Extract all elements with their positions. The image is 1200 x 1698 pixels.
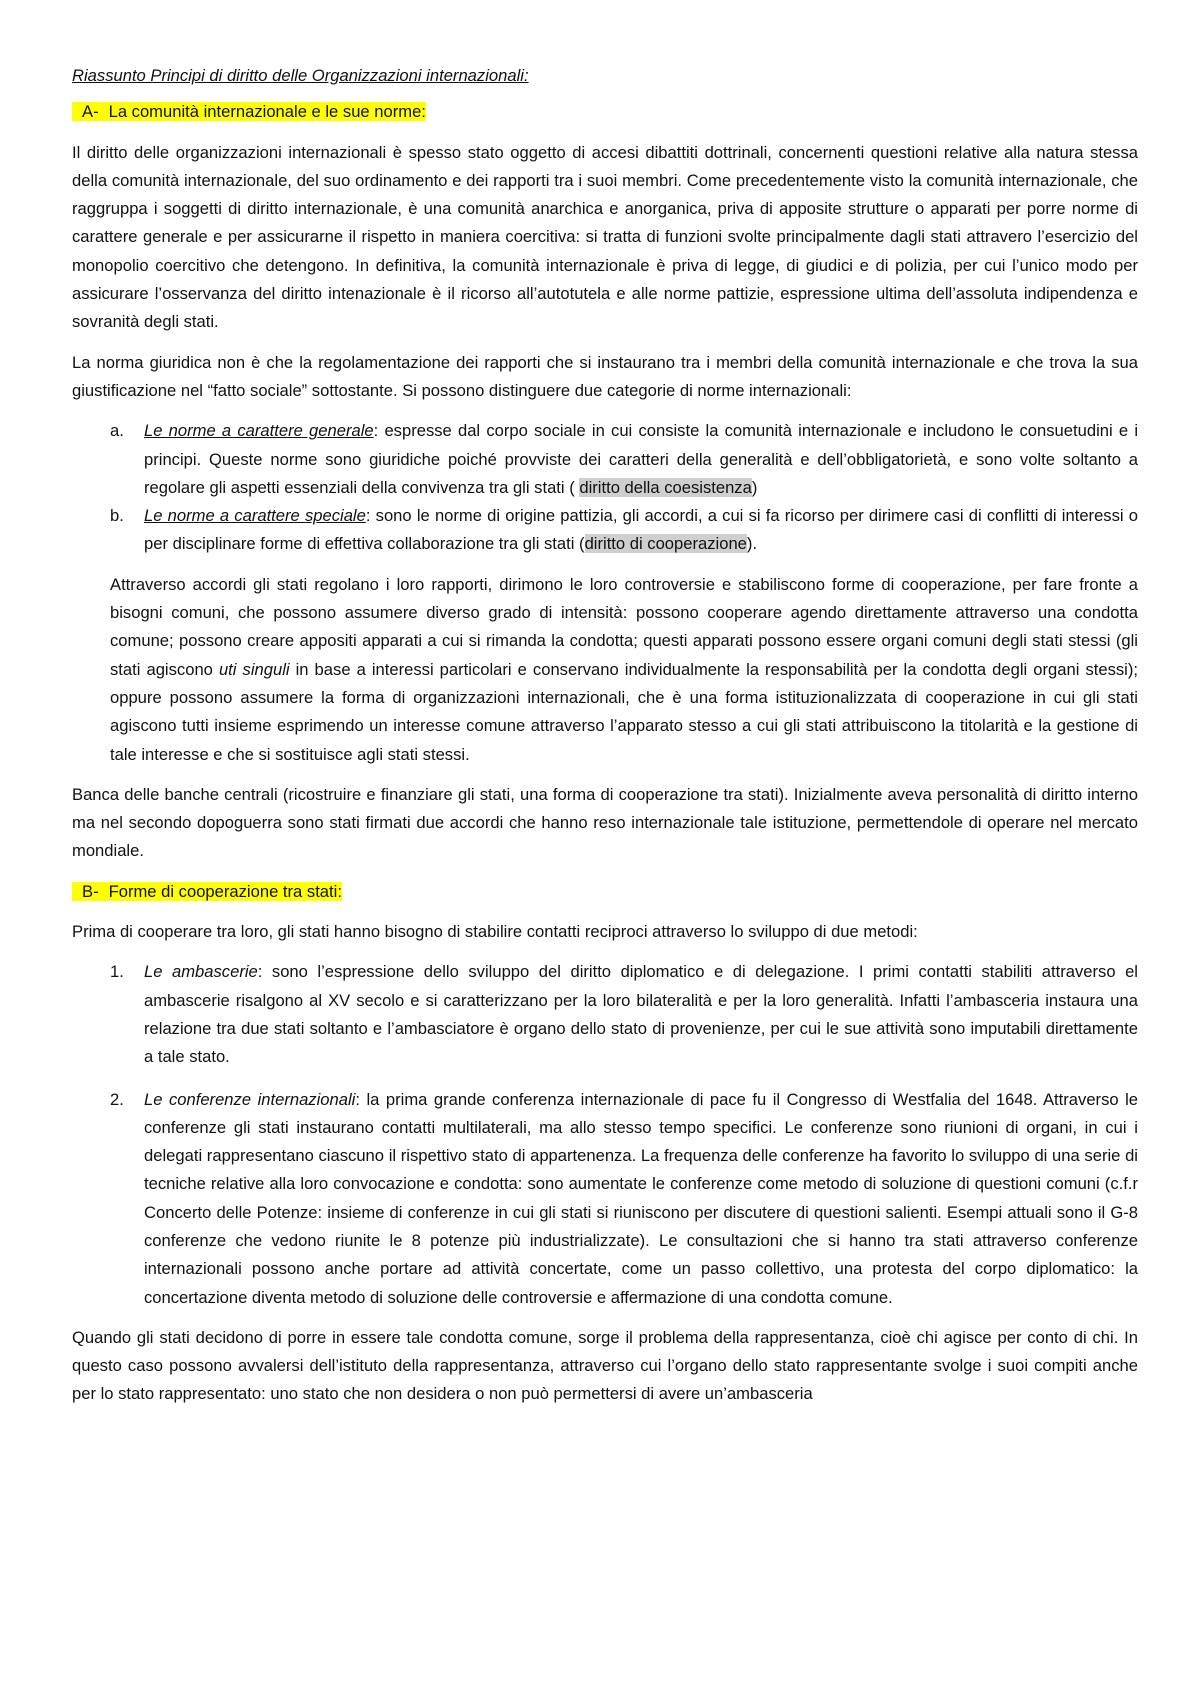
list-item-tail: ).: [746, 534, 758, 554]
section-b-heading-highlight: [72, 882, 342, 901]
highlighted-text: diritto della coesistenza: [579, 477, 752, 497]
italic-term: uti singuli: [218, 659, 290, 679]
list-item-tail: ): [751, 477, 758, 497]
section-a-letter: A-: [82, 102, 99, 122]
list-marker: b.: [110, 506, 124, 526]
list-item: [72, 1086, 1138, 1312]
list-item: [72, 958, 1138, 1071]
list-item-text: : sono l’espressione dello sviluppo del diritto diplomatico e di delegazione. I primi contatti stabiliti attraverso el ambascerie risalgono al XV secolo e si caratterizzano per la loro bilateralità e per la loro generalità. Infatti l’ambasceria instaura una relazione tra due stati soltanto e l’ambasciatore è organo dello stato di provenienze, per cui le sue attività sono imputabili direttamente a tale stato.: [144, 962, 1138, 1067]
highlighted-text: diritto di cooperazione: [584, 534, 747, 554]
list-item-term: Le ambascerie: [144, 962, 258, 982]
list-item-term: Le norme a carattere generale: [144, 421, 374, 441]
list-item: [72, 417, 1138, 502]
document-page: [72, 62, 1138, 1421]
section-a-heading: [72, 98, 1138, 126]
list-marker: 2.: [110, 1089, 124, 1109]
section-b-title: Forme di cooperazione tra stati:: [108, 881, 342, 901]
list-item-term: Le norme a carattere speciale: [144, 506, 366, 526]
paragraph-text: in base a interessi particolari e conservano individualmente la responsabilità per la condotta degli organi stessi); oppure possono assumere la forma di organizzazioni internazionali, che è una forma istituzionalizzata di cooperazione in cui gli stati agiscono tutti insieme esprimendo un interesse comune attraverso l’apparato stesso a cui gli stati attribuiscono la titolarità e la gestione di tale interesse e che si sostituisce agli stati stessi.: [110, 659, 1138, 764]
section-a-paragraph-3: [72, 571, 1138, 769]
document-title: Riassunto Principi di diritto delle Organizzazioni internazionali:: [72, 66, 529, 85]
paragraph-text: Attraverso accordi gli stati regolano i loro rapporti, dirimono le loro controversie e stabiliscono forme di cooperazione, per fare fronte a bisogni comuni, che possono assumere diverso grado di intensità: possono cooperare agendo direttamente attraverso una condotta comune; possono creare appositi apparati a cui si rimanda la condotta; questi apparati possono essere organi comuni degli stati stessi (gli stati agiscono: [110, 574, 1138, 679]
list-item-text: : la prima grande conferenza internazionale di pace fu il Congresso di Westfalia del 1648. Attraverso le conferenze gli stati instaurano contatti multilaterali, ma allo stesso tempo specifici. Le conferenze sono riunioni di organi, in cui i delegati rappresentano ciascuno il rispettivo stato di appartenenza. La frequenza delle conferenze ha favorito lo sviluppo di una serie di tecniche relative alla loro convocazione e condotta: sono aumentate le conferenze come metodo di soluzione di questioni comuni (c.f.r Concerto delle Potenze: insieme di conferenze in cui gli stati si riuniscono per discutere di questioni salienti. Esempi attuali sono il G-8 conferenze che vedono riunite le 8 potenze più industrializzate). Le consultazioni che si hanno tra stati attraverso conferenze internazionali possono anche portare ad attività concertate, come un passo collettivo, una protesta del corpo diplomatico: la concertazione diventa metodo di soluzione delle controversie e affermazione di una condotta comune.: [144, 1089, 1139, 1307]
section-a-paragraph-1: Il diritto delle organizzazioni internazionali è spesso stato oggetto di accesi dibattiti dottrinali, concernenti questioni relative alla natura stessa della comunità internazionale, del suo ordinamento e dei rapporti tra i suoi membri. Come precedentemente visto la comunità internazionale, che raggruppa i soggetti di diritto internazionale, è una comunità anarchica e anorganica, priva di apposite strutture o apparati per porre norme di carattere generale e per assicurarne il rispetto in maniera coercitiva: si tratta di funzioni svolte principalmente dagli stati attravero l’esercizio del monopolio coercitivo che detengono. In definitiva, la comunità internazionale è priva di legge, di giudici e di polizia, per cui l’unico modo per assicurare l’osservanza del diritto intenazionale è il ricorso all’autotutela e alle norme pattizie, espressione ultima dell’assoluta indipendenza e sovranità degli stati.: [72, 142, 1138, 332]
section-a-title: La comunità internazionale e le sue norme:: [108, 102, 426, 122]
list-item: [72, 502, 1138, 559]
list-marker: a.: [110, 421, 124, 441]
section-a-paragraph-4: Banca delle banche centrali (ricostruire e finanziare gli stati, una forma di cooperazione tra stati). Inizialmente aveva personalità di diritto interno ma nel secondo dopoguerra sono stati firmati due accordi che hanno reso internazionale tale istituzione, permettendole di operare nel mercato mondiale.: [72, 784, 1138, 861]
list-marker: 1.: [110, 962, 124, 982]
norme-list: [72, 417, 1138, 558]
list-item-term: Le conferenze internazionali: [144, 1089, 356, 1109]
list-item-text: : espresse dal corpo sociale in cui consiste la comunità internazionale e includono le consuetudini e i principi. Queste norme sono giuridiche poiché provviste dei caratteri della generalità e dell’obbligatorietà, e sono volte soltanto a regolare gli aspetti essenziali della convivenza tra gli stati (: [144, 421, 1139, 497]
section-b-heading: [72, 878, 1138, 906]
section-b-letter: B-: [82, 881, 99, 901]
section-b-paragraph-1: Prima di cooperare tra loro, gli stati hanno bisogno di stabilire contatti reciproci attraverso lo sviluppo di due metodi:: [72, 922, 918, 942]
list-item-text: : sono le norme di origine pattizia, gli accordi, a cui si fa ricorso per dirimere casi di conflitti di interessi o per disciplinare forme di effettiva collaborazione tra gli stati (: [144, 506, 1139, 554]
section-b-paragraph-2: Quando gli stati decidono di porre in essere tale condotta comune, sorge il problema della rappresentanza, cioè chi agisce per conto di chi. In questo caso possono avvalersi dell’istituto della rappresentanza, attraverso cui l’organo dello stato rappresentante svolge i suoi compiti anche per lo stato rappresentato: uno stato che non desidera o non può permettersi di avere un’ambasceria: [72, 1327, 1138, 1404]
metodi-list: [72, 958, 1138, 1312]
section-a-heading-highlight: [72, 102, 426, 121]
section-a-paragraph-2: La norma giuridica non è che la regolamentazione dei rapporti che si instaurano tra i membri della comunità internazionale e che trova la sua giustificazione nel “fatto sociale” sottostante. Si possono distinguere due categorie di norme internazionali:: [72, 352, 1138, 400]
